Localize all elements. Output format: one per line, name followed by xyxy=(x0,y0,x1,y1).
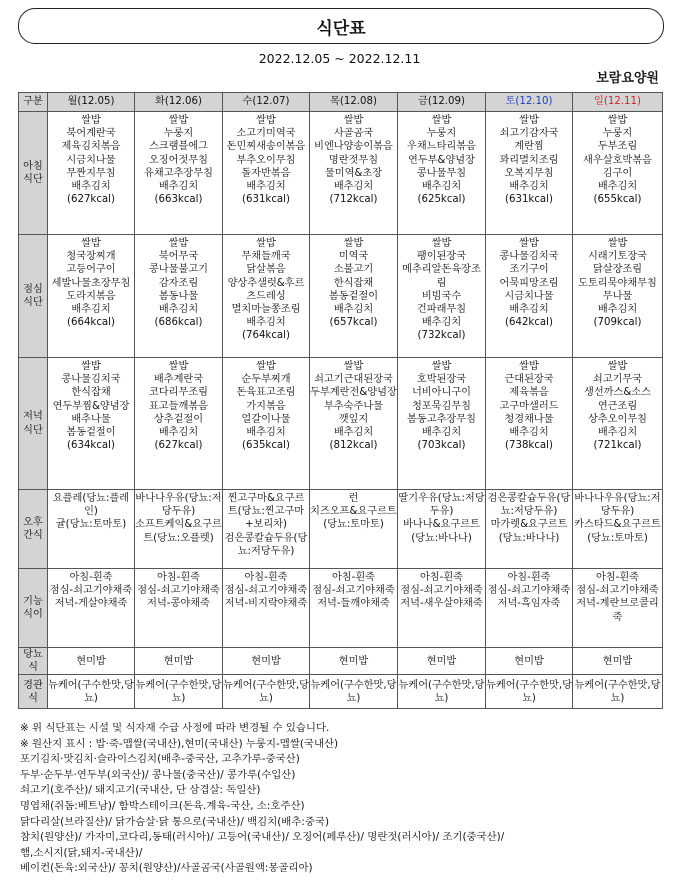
menu-item: 현미밥 xyxy=(602,655,633,667)
menu-item: 요플레(당뇨:플레인) xyxy=(52,493,130,518)
menu-item: 저녁-계란브로콜리죽 xyxy=(576,598,659,623)
facility-name: 보람요양원 xyxy=(596,71,659,86)
menu-item: 스크램블에그 xyxy=(148,141,209,153)
table-row-lunch xyxy=(19,235,663,358)
menu-notes xyxy=(20,721,665,877)
row-label-dinner xyxy=(19,358,48,490)
menu-item: 닭살볶음 xyxy=(246,264,286,276)
menu-item: 도토리묵야채무침 xyxy=(578,277,657,289)
menu-item: 비빔국수 xyxy=(421,290,462,302)
row-label-line: 식단 xyxy=(23,297,43,308)
menu-item: 아침-흰죽 xyxy=(419,572,464,583)
menu-item: 아침-흰죽 xyxy=(507,572,551,583)
row-label-snack xyxy=(19,490,48,569)
table-row-breakfast xyxy=(19,112,663,235)
menu-item: 쌀밥 xyxy=(519,238,539,249)
menu-cell xyxy=(223,112,310,235)
menu-item: (635kcal) xyxy=(242,440,290,452)
menu-item: 물미역&초장 xyxy=(324,167,383,179)
menu-cell xyxy=(48,112,135,235)
menu-cell xyxy=(310,675,398,709)
menu-item: 뉴케어(구수한맛,당뇨) xyxy=(135,679,222,704)
menu-cell xyxy=(310,358,398,490)
menu-item: 유채고추장무침 xyxy=(144,167,213,179)
menu-item: 감자조림 xyxy=(158,277,199,289)
menu-item: 쌀밥 xyxy=(81,361,101,372)
header-day-sat: 토(12.10) xyxy=(486,93,573,112)
menu-item: 양상추샐럿&후르츠드레싱 xyxy=(227,277,305,302)
menu-cell xyxy=(398,569,486,648)
menu-item: 배추김치 xyxy=(71,181,111,193)
menu-item: 청경채나물 xyxy=(504,413,554,425)
menu-item: 쌀밥 xyxy=(431,238,452,249)
menu-cell xyxy=(48,648,135,675)
menu-cell xyxy=(223,235,310,358)
menu-cell xyxy=(135,675,223,709)
menu-item: 고구마샐러드 xyxy=(499,400,559,412)
menu-item: 누룽지 xyxy=(602,128,633,140)
menu-item: 점심-쇠고기야채죽 xyxy=(224,585,308,597)
menu-cell xyxy=(486,235,573,358)
menu-cell xyxy=(135,569,223,648)
note-line: 닭다리살(브라질산)/ 닭가슴살·닭 통으로(국내산)/ 백김치(배추:중국) xyxy=(20,815,330,828)
menu-item: 검은콩칼슘두유(당뇨:저당두유) xyxy=(224,532,308,557)
menu-item: 쌀밥 xyxy=(81,115,101,126)
menu-item: 배추김치 xyxy=(158,427,199,439)
menu-item: 귤(당뇨:토마토) xyxy=(55,519,127,531)
menu-cell xyxy=(573,569,663,648)
note-line: 햄,소시지(닭,돼지-국내산)/ xyxy=(20,846,143,859)
menu-item: 현미밥 xyxy=(338,655,369,667)
menu-item: 쇠고기무국 xyxy=(592,374,643,386)
menu-item: 명란젓무침 xyxy=(328,154,379,166)
menu-item: 제육볶음 xyxy=(509,387,549,399)
menu-cell xyxy=(135,648,223,675)
menu-item: 무짠지무침 xyxy=(66,167,116,179)
menu-item: 순두부찌개 xyxy=(241,374,291,386)
menu-item: (627kcal) xyxy=(67,194,115,206)
note-line: 참치(원양산)/ 가자미,코다리,동태(러시아)/ 고등어(국내산)/ 오징어(페루산)/ 명란젓(러시아)/ 조기(중국산)/ xyxy=(20,831,505,844)
menu-item: 현미밥 xyxy=(251,655,281,667)
menu-cell xyxy=(223,358,310,490)
table-header-row xyxy=(19,93,663,112)
row-label-line: 식 xyxy=(28,692,38,704)
menu-item: 비엔나양송이볶음 xyxy=(314,141,393,153)
menu-cell xyxy=(398,675,486,709)
note-line: 명엽채(쥐돔:베트남)/ 함박스테이크(돈육.계육-국산, 소:호주산) xyxy=(20,799,305,812)
menu-cell xyxy=(48,675,135,709)
menu-item: 소불고기 xyxy=(333,264,374,276)
menu-cell xyxy=(573,358,663,490)
menu-item: 쌀밥 xyxy=(168,115,189,126)
menu-item: 배추김치 xyxy=(597,427,638,439)
menu-item: 건파래무침 xyxy=(416,304,467,316)
menu-item: 두부계란전&양념장 xyxy=(310,387,397,399)
menu-item: 쌀밥 xyxy=(168,238,189,249)
table-row-diabetic-diet xyxy=(19,648,663,675)
menu-item: 멸치마늘쫑조림 xyxy=(231,304,301,316)
header-day-sun: 일(12.11) xyxy=(573,93,663,112)
menu-item: 아침-흰죽 xyxy=(244,572,288,583)
menu-cell xyxy=(573,648,663,675)
header-day-thu: 목(12.08) xyxy=(310,93,398,112)
menu-item: 배추계란국 xyxy=(153,374,204,386)
menu-item: 배추김치 xyxy=(333,427,374,439)
menu-cell xyxy=(486,112,573,235)
menu-item: 시금치나물 xyxy=(66,154,116,166)
menu-item: 뉴케어(구수한맛,당뇨) xyxy=(486,679,572,704)
menu-item: 꽈리멸치조림 xyxy=(499,154,559,166)
menu-item: 점심-쇠고기야채죽 xyxy=(487,585,571,597)
menu-item: 조기구이 xyxy=(509,264,549,276)
menu-item: 카스타드&요구르트(당뇨:토마토) xyxy=(574,519,661,544)
menu-item: (712kcal) xyxy=(329,194,378,206)
menu-item: 콩나물불고기 xyxy=(148,264,209,276)
menu-item: 누룽지 xyxy=(163,128,194,140)
menu-cell xyxy=(223,569,310,648)
menu-item: 콩나물무침 xyxy=(416,167,467,179)
menu-item: 북어무국 xyxy=(158,251,199,263)
menu-item: 닭살장조림 xyxy=(592,264,643,276)
menu-item: 메추리알돈육장조림 xyxy=(402,264,481,289)
note-line: 쇠고기(호주산)/ 돼지고기(국내산, 단 삼겹살: 독일산) xyxy=(20,784,261,797)
menu-item: (627kcal) xyxy=(154,440,203,452)
menu-item: 연두부찜&양념장 xyxy=(52,400,130,412)
menu-item: 호박된장국 xyxy=(416,374,467,386)
note-line: 두부·순두부·연두부(외국산)/ 콩나물(중국산)/ 콩가루(수입산) xyxy=(20,768,296,781)
menu-item: 돌자반볶음 xyxy=(241,167,291,179)
menu-item: 오복지무침 xyxy=(504,167,554,179)
menu-item: 런 xyxy=(348,493,359,504)
menu-item: 치즈오프&요구르트(당뇨:토마토) xyxy=(310,506,397,531)
menu-item: 시래기토장국 xyxy=(587,251,648,263)
menu-item: 배추김치 xyxy=(158,181,199,193)
menu-item: 쌀밥 xyxy=(343,361,364,372)
menu-item: 사골곰국 xyxy=(333,128,374,140)
menu-item: 뉴케어(구수한맛,당뇨) xyxy=(48,679,134,704)
menu-item: 바나나우유(당뇨:저당두유) xyxy=(574,493,661,518)
menu-item: 시금치나물 xyxy=(504,290,554,302)
menu-title-box xyxy=(18,8,664,44)
menu-item: 세발나물초장무침 xyxy=(51,277,131,289)
table-row-tube-feeding xyxy=(19,675,663,709)
menu-item: 쌀밥 xyxy=(343,115,364,126)
menu-item: 뉴케어(구수한맛,당뇨) xyxy=(398,679,485,704)
menu-item: (764kcal) xyxy=(242,330,290,342)
menu-item: 쌀밥 xyxy=(519,361,539,372)
menu-item: (703kcal) xyxy=(417,440,466,452)
menu-item: 현미밥 xyxy=(163,655,194,667)
row-label-line: 저녁 xyxy=(23,411,43,423)
menu-item: (634kcal) xyxy=(67,440,115,452)
menu-item: 코다리무조림 xyxy=(148,387,209,399)
menu-item: 연근조림 xyxy=(597,400,638,412)
menu-item: 뉴케어(구수한맛,당뇨) xyxy=(574,679,661,704)
row-label-line: 간식 xyxy=(23,530,43,541)
menu-cell xyxy=(486,648,573,675)
menu-item: 현미밥 xyxy=(426,655,457,667)
menu-cell xyxy=(135,235,223,358)
menu-cell xyxy=(398,112,486,235)
menu-item: 배추나물 xyxy=(71,413,111,425)
note-line: ※ 위 식단표는 시설 및 식자재 수급 사정에 따라 변경될 수 있습니다. xyxy=(20,722,330,734)
menu-cell xyxy=(573,490,663,569)
menu-item: 팽이된장국 xyxy=(416,251,467,263)
menu-cell xyxy=(223,675,310,709)
menu-item: 쌀밥 xyxy=(431,361,452,372)
row-label-line: 오후 xyxy=(23,516,43,528)
menu-item: 무나물 xyxy=(602,290,633,302)
row-label-breakfast xyxy=(19,112,48,235)
menu-item: (631kcal) xyxy=(242,194,290,206)
menu-item: 찐고구마&요구르트(당뇨:찐고구마+보리차) xyxy=(227,493,305,531)
menu-cell xyxy=(573,235,663,358)
menu-item: 어묵피망조림 xyxy=(499,277,559,289)
menu-cell xyxy=(486,490,573,569)
menu-item: 배추김치 xyxy=(509,181,549,193)
header-day-fri: 금(12.09) xyxy=(398,93,486,112)
menu-item: 봄동고추장무침 xyxy=(407,413,476,425)
menu-item: 점심-쇠고기야채죽 xyxy=(49,585,133,597)
menu-item: 쌀밥 xyxy=(256,238,276,249)
menu-item: (655kcal) xyxy=(593,194,642,206)
menu-cell xyxy=(310,490,398,569)
menu-item: 쌀밥 xyxy=(431,115,452,126)
menu-item: (642kcal) xyxy=(505,317,553,329)
menu-item: 새우살호박볶음 xyxy=(583,154,652,166)
menu-item: 배추김치 xyxy=(333,304,374,316)
menu-item: 쇠고기감자국 xyxy=(499,128,559,140)
menu-item: 콩나물김치국 xyxy=(61,374,121,386)
menu-item: (664kcal) xyxy=(67,317,115,329)
menu-item: 마가렛&요구르트(당뇨:바나나) xyxy=(490,519,568,544)
menu-item: 아침-흰죽 xyxy=(156,572,201,583)
menu-item: 점심-쇠고기야채죽 xyxy=(312,585,395,597)
menu-item: (709kcal) xyxy=(593,317,642,329)
menu-cell xyxy=(398,235,486,358)
row-label-line: 식단 xyxy=(23,174,43,185)
menu-item: (663kcal) xyxy=(154,194,203,206)
menu-item: 쌀밥 xyxy=(81,238,101,249)
menu-cell xyxy=(310,112,398,235)
menu-item: 우채느타리볶음 xyxy=(407,141,476,153)
menu-item: 생선까스&소스 xyxy=(584,387,651,399)
menu-item: 배추김치 xyxy=(421,181,462,193)
menu-cell xyxy=(223,490,310,569)
menu-item: 저녁-게살야채죽 xyxy=(54,598,128,610)
row-label-tube-feeding xyxy=(19,675,48,709)
page-title: 식단표 xyxy=(316,18,366,39)
menu-item: 바나나우유(당뇨:저당두유) xyxy=(135,493,222,518)
menu-item: (657kcal) xyxy=(329,317,378,329)
menu-cell xyxy=(135,112,223,235)
menu-item: 청국장찌개 xyxy=(66,251,116,263)
menu-cell xyxy=(486,358,573,490)
row-label-line: 점심 xyxy=(23,283,43,295)
menu-item: 배추김치 xyxy=(421,317,462,329)
menu-item: 바나나&요구르트(당뇨:바나나) xyxy=(403,519,480,544)
menu-item: 김구이 xyxy=(602,167,633,179)
menu-item: 청포묵김무침 xyxy=(411,400,472,412)
row-label-line: 식단 xyxy=(23,424,43,436)
menu-cell xyxy=(398,648,486,675)
menu-item: 뉴케어(구수한맛,당뇨) xyxy=(223,679,309,704)
menu-item: 누룽지 xyxy=(426,128,457,140)
note-line: 포기김치·맛김치·슬라이스김치(배추-중국산, 고추가루-중국산) xyxy=(20,753,300,766)
menu-item: 봄동나물 xyxy=(158,290,199,302)
row-label-line: 아침 xyxy=(23,160,43,172)
menu-item: 뉴케어(구수한맛,당뇨) xyxy=(310,679,397,704)
row-label-line: 당뇨 xyxy=(23,649,43,660)
menu-period: 2022.12.05 ~ 2022.12.11 xyxy=(258,51,421,66)
row-label-line: 기능 xyxy=(23,595,43,607)
menu-item: 부추숙주나물 xyxy=(323,400,384,412)
menu-item: 쌀밥 xyxy=(607,115,628,126)
menu-item: 무채들깨국 xyxy=(241,251,291,263)
menu-item: 저녁-들깨야채죽 xyxy=(317,598,390,610)
menu-item: 돈민찌새송이볶음 xyxy=(226,141,306,153)
menu-item: 아침-흰죽 xyxy=(331,572,376,583)
menu-item: 깻잎지 xyxy=(338,413,369,425)
menu-item: 저녁-새우살야채죽 xyxy=(400,598,483,610)
row-label-lunch xyxy=(19,235,48,358)
menu-item: (631kcal) xyxy=(505,194,553,206)
menu-cell xyxy=(135,490,223,569)
menu-item: 얼갈이나물 xyxy=(241,413,291,425)
menu-item: 고등어구이 xyxy=(66,264,116,276)
menu-item: 근대된장국 xyxy=(504,374,554,386)
menu-item: 한식잡채 xyxy=(333,277,374,289)
menu-item: 배추김치 xyxy=(509,304,549,316)
menu-cell xyxy=(486,569,573,648)
menu-item: 미역국 xyxy=(338,251,369,263)
menu-item: 쌀밥 xyxy=(256,115,276,126)
menu-item: 소고기미역국 xyxy=(236,128,296,140)
menu-item: 아침-흰죽 xyxy=(69,572,113,583)
menu-item: 배추김치 xyxy=(246,427,286,439)
menu-item: 두부조림 xyxy=(597,141,638,153)
menu-item: 배추김치 xyxy=(421,427,462,439)
row-label-line: 경관 xyxy=(23,679,43,691)
menu-item: 배추김치 xyxy=(597,304,638,316)
menu-item: 딸기우유(당뇨:저당두유) xyxy=(398,493,485,518)
menu-item: 쌀밥 xyxy=(343,238,364,249)
menu-cell xyxy=(573,675,663,709)
menu-item: 쇠고기근대된장국 xyxy=(314,374,393,386)
menu-item: 배추김치 xyxy=(246,181,286,193)
menu-item: 배추김치 xyxy=(509,427,549,439)
menu-cell xyxy=(48,490,135,569)
row-label-line: 식이 xyxy=(23,609,43,620)
menu-cell xyxy=(398,358,486,490)
menu-item: (738kcal) xyxy=(505,440,553,452)
menu-item: 쌀밥 xyxy=(607,361,628,372)
table-row-functional-diet xyxy=(19,569,663,648)
menu-item: 저녁-흑임자죽 xyxy=(497,598,561,610)
menu-item: 너비아니구이 xyxy=(411,387,472,399)
menu-item: 제육김치볶음 xyxy=(61,141,121,153)
menu-item: 점심-쇠고기야채죽 xyxy=(137,585,220,597)
menu-item: 오징어젓무침 xyxy=(148,154,209,166)
menu-item: 도라지볶음 xyxy=(66,290,116,302)
menu-item: 쌀밥 xyxy=(607,238,628,249)
menu-item: 상추겉절이 xyxy=(153,413,204,425)
menu-item: 저녁-비지락야채죽 xyxy=(224,598,308,610)
note-line: 베이컨(돈육:외국산)/ 꽁치(원양산)/사골곰국(사골원액:몽골리아) xyxy=(20,862,313,875)
row-label-diabetic-diet xyxy=(19,648,48,675)
menu-cell xyxy=(310,648,398,675)
header-day-mon: 월(12.05) xyxy=(48,93,135,112)
menu-item: 현미밥 xyxy=(76,655,106,667)
menu-item: 배추김치 xyxy=(158,304,199,316)
header-day-tue: 화(12.06) xyxy=(135,93,223,112)
menu-item: (625kcal) xyxy=(417,194,466,206)
menu-item: 봄동겉절이 xyxy=(66,427,116,439)
row-label-functional-diet xyxy=(19,569,48,648)
menu-item: (721kcal) xyxy=(593,440,642,452)
menu-cell xyxy=(48,569,135,648)
menu-item: 배추김치 xyxy=(71,304,111,316)
table-row-dinner xyxy=(19,358,663,490)
menu-item: 가지볶음 xyxy=(246,400,286,412)
menu-item: 배추김치 xyxy=(246,317,286,329)
menu-cell xyxy=(223,648,310,675)
menu-item: 콩나물김치국 xyxy=(499,251,559,263)
menu-item: 쌀밥 xyxy=(168,361,189,372)
header-category: 구분 xyxy=(19,93,48,112)
menu-item: 돈육표고조림 xyxy=(236,387,296,399)
menu-item: 아침-흰죽 xyxy=(595,572,640,583)
table-row-snack xyxy=(19,490,663,569)
row-label-line: 식 xyxy=(28,662,38,674)
menu-item: 부추오이무침 xyxy=(236,154,296,166)
menu-item: 상추오이무침 xyxy=(587,413,648,425)
menu-item: 계란찜 xyxy=(514,141,544,153)
menu-item: 북어계란국 xyxy=(66,128,116,140)
menu-cell xyxy=(573,112,663,235)
menu-item: 한식잡채 xyxy=(71,387,111,399)
menu-cell xyxy=(48,235,135,358)
menu-cell xyxy=(486,675,573,709)
header-day-wed: 수(12.07) xyxy=(223,93,310,112)
note-line: ※ 원산지 표시 : 밥·죽-맵쌀(국내산),현미(국내산) 누룽지-맵쌀(국내산) xyxy=(20,737,339,750)
menu-item: 봄동겉절이 xyxy=(328,290,379,302)
menu-item: 쌀밥 xyxy=(256,361,276,372)
menu-item: (812kcal) xyxy=(329,440,378,452)
menu-item: 연두부&양념장 xyxy=(408,154,475,166)
weekly-menu-table xyxy=(18,92,663,709)
menu-item: (732kcal) xyxy=(417,330,466,342)
menu-item: (686kcal) xyxy=(154,317,203,329)
menu-item: 배추김치 xyxy=(333,181,374,193)
menu-cell xyxy=(310,569,398,648)
menu-item: 점심-쇠고기야채죽 xyxy=(400,585,483,597)
menu-item: 표고들깨볶음 xyxy=(148,400,209,412)
menu-cell xyxy=(310,235,398,358)
menu-item: 점심-쇠고기야채죽 xyxy=(576,585,659,597)
menu-item: 소프트케익&요구르트(당뇨:오플렛) xyxy=(135,519,222,544)
menu-cell xyxy=(48,358,135,490)
menu-item: 배추김치 xyxy=(597,181,638,193)
menu-item: 쌀밥 xyxy=(519,115,539,126)
menu-cell xyxy=(398,490,486,569)
menu-cell xyxy=(135,358,223,490)
menu-item: 현미밥 xyxy=(514,655,544,667)
menu-item: 저녁-콩야채죽 xyxy=(147,598,210,610)
menu-item: 검은콩칼슘두유(당뇨:저당두유) xyxy=(487,493,571,518)
